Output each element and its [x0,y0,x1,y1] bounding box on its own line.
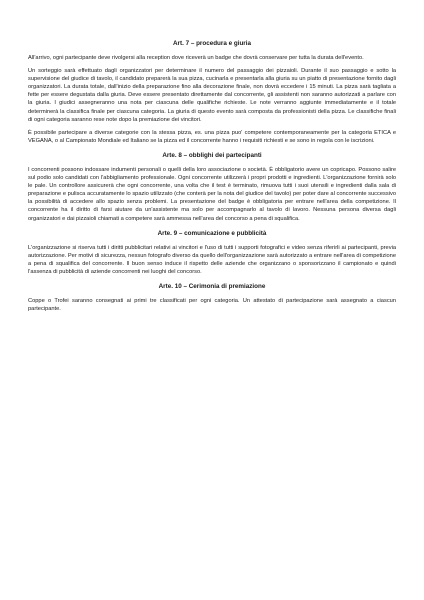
art7-paragraph-3: È possibile partecipare a diverse categorie con la stessa pizza, es. una pizza puo' competere contemporaneamente per la categoria ETICA e VEGANA, o al Campionato Mondiale ed Italiano se la pizza ed il concorrente hanno i requisiti richiesti e se sono in regola con le iscrizioni. [28,129,396,144]
art10-paragraph-1: Coppe o Trofei saranno consegnati ai primi tre classificati per ogni categoria. Un attestato di partecipazione sarà assegnato a ciascun partecipante. [28,297,396,313]
art8-heading: Arte. 8 – obblighi dei partecipanti [162,151,262,159]
document-page [28,40,396,318]
art9-paragraph-1: L'organizzazione si riserva tutti i diritti pubblicitari relativi ai vincitori e l'uso di tutti i supporti fotografici e video senza riferirli ai partecipanti, previa autorizzazione. Per motivi di sicurezza, nessun fotografo diverso da quello dell'organizzazione sarà autorizzato a entrare nell'area di competizione a pena di squalifica del concorrente. Il buon senso induce il rispetto delle aziende che organizzano o sponsorizzano il campionato e quindi l'assenza di pubblicità di aziende concorrenti nei luoghi del concorso. [28,244,396,275]
art9-heading: Arte. 9 – comunicazione e pubblicità [157,229,267,237]
art7-paragraph-1: All'arrivo, ogni partecipante deve rivolgersi alla reception dove riceverà un badge che dovrà conservare per tutta la durata dell'evento. [28,55,364,61]
art10-heading: Arte. 10 – Cerimonia di premiazione [158,282,266,290]
art7-paragraph-2: Un sorteggio sarà effettuato dagli organizzatori per determinare il numero del passaggio dei pizzaioli. Durante il suo passaggio e sotto la supervisione del giudice di tavolo, il candidato preparerà la sua pizza, cucinarla e presentarla alla giuria su un piatto di presentazione fornito dagli organizzatori. La durata totale, dall'inizio della preparazione fino alla decorazione finale, non dovrà eccedere i 15 minuti. La pizza sarà tagliata a fette per essere degustata dalla giuria. Deve essere presentato direttamente dal concorrente, gli assistenti non saranno autorizzati a parlare con la giuria. I giudici assegneranno una nota per ciascuna delle qualifiche richieste. Le note verranno aggiunte immediatamente e il totale determinerà la classifica finale per ciascuna categoria. La giuria di questo evento sarà composta da professionisti della pizza. Le classifiche finali di ogni categoria saranno rese note dopo la premiazione dei vincitori. [28,68,396,123]
art7-heading: Art. 7 – procedura e giuria [172,40,252,47]
art8-paragraph-1: I concorrenti possono indossare indumenti personali o quelli della loro associazione o società. È obbligatorio avere un copricapo. Possono salire sul podio solo candidati con l'abbigliamento professionale. Ogni concorrente utilizzerà i propri prodotti e ingredienti. L'organizzazione fornirà solo le pale. Un controllore assicurerà che ogni concorrente, una volta che il test è terminato, rimuova tutti i suoi utensili e ingredienti dalla sala di preparazione e pulisca accuratamente lo spazio utilizzato (che conterà per la nota del giudice del tavolo) per poter dare al concorrente successivo la possibilità di accedere allo spazio senza problemi. La presentazione del badge è obbligatoria per entrare nell'area della competizione. Il concorrente ha il diritto di farsi aiutare da un'assistente ma solo per accompagnarlo al tavolo di lavoro. Nessuna persona diversa dagli organizzatori e dai pizzaioli chiamati a competere sarà ammessa nell'area del concorso a pena di squalifica. [28,166,396,222]
